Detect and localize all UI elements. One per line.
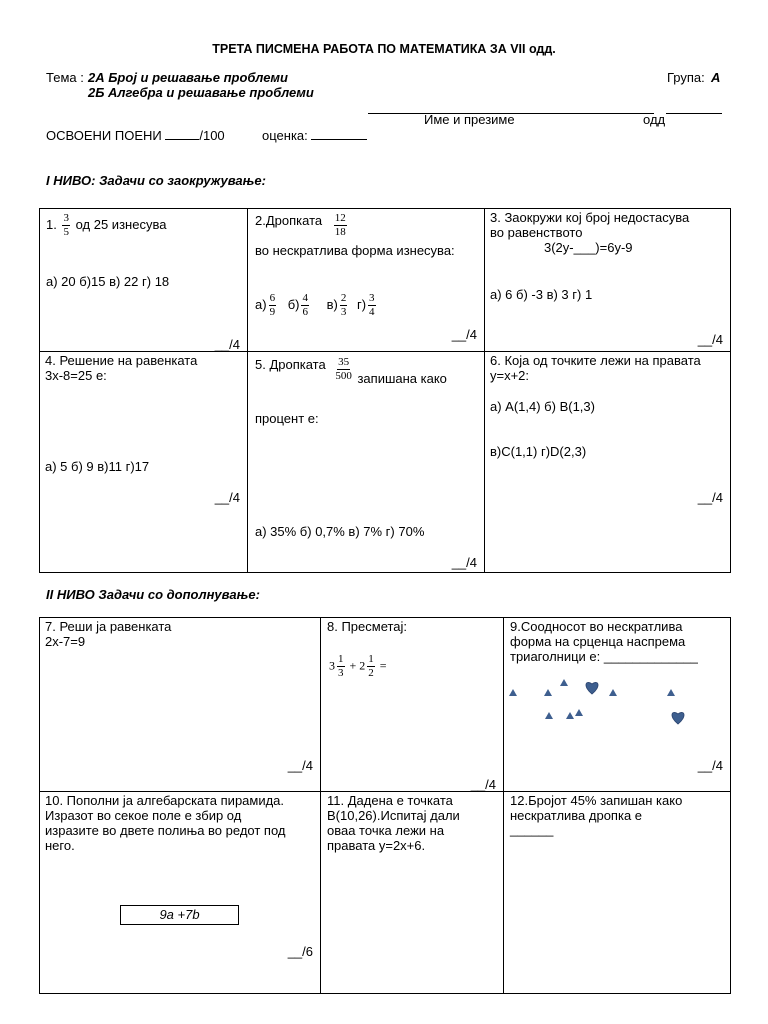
grade-row — [262, 127, 367, 143]
q2-opt-a[interactable]: а) — [255, 296, 267, 312]
q2-opt-b[interactable]: б) — [287, 296, 300, 312]
q2-frac-c: $\frac{2}{3}$ — [340, 292, 347, 318]
q6-score: __/4 — [697, 490, 723, 505]
q3-score: __/4 — [697, 332, 723, 347]
grade-label: оценка: — [262, 128, 308, 143]
q7-cell — [40, 618, 321, 792]
level1-table — [39, 208, 731, 573]
q2-opt-c[interactable]: в) — [326, 296, 338, 312]
group-value: А — [711, 70, 721, 85]
q12-line2: нескратлива дропка е — [510, 808, 643, 823]
points-max: /100 — [199, 128, 225, 143]
q4-line2: 3x-8=25 е: — [45, 368, 107, 383]
q2-frac-d: $\frac{3}{4}$ — [369, 292, 375, 318]
q3-answers[interactable]: а) 6 б) -3 в) 3 г) 1 — [490, 287, 593, 302]
grade-blank[interactable] — [311, 127, 367, 140]
q6-answers1[interactable]: а) A(1,4) б) B(1,3) — [490, 399, 595, 414]
triangle-shape — [575, 709, 583, 716]
q9-line3: триаголници е: _____________ — [510, 649, 698, 664]
q12-line1: 12.Бројот 45% запишан како — [510, 793, 683, 808]
q8-score: __/4 — [470, 777, 496, 792]
q11-line4: правата y=2x+6. — [327, 838, 426, 853]
heart-shape — [586, 682, 598, 694]
q7-line2: 2x-7=9 — [45, 634, 86, 649]
q10-line1: 10. Пополни ја алгебарската пирамида. — [45, 793, 285, 808]
q2-frac-b: $\frac{4}{6}$ — [302, 292, 308, 318]
q10-cell — [40, 792, 321, 994]
q2-score: __/4 — [451, 327, 477, 342]
q12-line3[interactable]: ______ — [510, 822, 554, 837]
triangle-shape — [560, 679, 568, 686]
q4-score: __/4 — [214, 490, 240, 505]
q5-fraction: $\frac{35}{500}$ — [335, 356, 352, 382]
q4-line1: 4. Решение на равенката — [45, 353, 198, 368]
q5-text: запишана како — [357, 371, 447, 386]
triangle-shape — [667, 689, 675, 696]
q9-line2: форма на срценца наспрема — [510, 634, 686, 649]
q2-lead: 2.Дропката — [255, 213, 323, 228]
q11-line3: оваа точка лежи на — [327, 823, 445, 838]
q2-opt-d[interactable]: г) — [356, 296, 367, 312]
class-line[interactable] — [666, 113, 722, 114]
triangle-shape — [609, 689, 617, 696]
q9-shapes — [504, 673, 731, 733]
page-title: ТРЕТА ПИСМЕНА РАБОТА ПО МАТЕМАТИКА ЗА VII одд. — [212, 42, 556, 56]
points-label: ОСВОЕНИ ПОЕНИ — [46, 128, 162, 143]
triangle-shape — [509, 689, 517, 696]
name-label: Име и презиме — [424, 112, 515, 127]
q4-cell — [40, 352, 248, 573]
q4-answers[interactable]: а) 5 б) 9 в)11 г)17 — [45, 459, 150, 474]
topic-2b: 2Б Алгебра и решавање проблеми — [88, 85, 314, 100]
level2-table — [39, 617, 731, 994]
level2-heading: II НИВО Задачи со дополнување: — [46, 587, 260, 602]
q1-cell — [40, 209, 248, 352]
q1-answers[interactable]: а) 20 б)15 в) 22 г) 18 — [46, 274, 170, 289]
q1-number: 1. — [46, 216, 57, 232]
level1-heading: I НИВО: Задачи со заокружување: — [46, 173, 266, 188]
heart-shape — [672, 712, 684, 724]
q5-score: __/4 — [451, 555, 477, 570]
q9-line1: 9.Соодносот во нескратлива — [510, 619, 683, 634]
q12-cell — [504, 792, 731, 994]
q9-cell — [504, 618, 731, 792]
q6-cell — [485, 352, 731, 573]
triangle-shape — [566, 712, 574, 719]
q1-score: __/4 — [214, 337, 240, 352]
pyramid-top-box[interactable]: 9a +7b — [120, 905, 239, 925]
q8-line1: 8. Пресметај: — [327, 619, 408, 634]
q7-score: __/4 — [287, 758, 313, 773]
q2-fraction: $\frac{12}{18}$ — [334, 212, 346, 238]
points-blank[interactable] — [165, 127, 199, 140]
group-label: Група: — [667, 70, 705, 85]
q11-cell — [321, 792, 504, 994]
q5-answers[interactable]: а) 35% б) 0,7% в) 7% г) 70% — [255, 524, 425, 539]
class-label: одд — [643, 112, 666, 127]
q9-score: __/4 — [697, 758, 723, 773]
q3-cell — [485, 209, 731, 352]
q8-expression: 3 $\frac{1}{3}$ + 2 $\frac{1}{2}$ = — [329, 653, 387, 679]
q5-cell — [248, 352, 485, 573]
topic-label: Тема : — [46, 70, 84, 85]
topic-2a: 2А Број и решавање проблеми — [88, 70, 288, 85]
q6-answers2[interactable]: в)C(1,1) г)D(2,3) — [490, 444, 587, 459]
q10-line4: него. — [45, 838, 75, 853]
triangle-shape — [545, 712, 553, 719]
q10-score: __/6 — [287, 944, 313, 959]
q5-line2: процент е: — [255, 411, 319, 426]
q5-lead: 5. Дропката — [255, 357, 326, 372]
q2-answers[interactable] — [255, 293, 378, 318]
q8-cell — [321, 618, 504, 792]
points-row — [46, 127, 225, 143]
q3-line1: 3. Заокружи кој број недостасува — [490, 210, 690, 225]
q2-cell — [248, 209, 485, 352]
q1-text: од 25 изнесува — [75, 216, 167, 232]
triangle-shape — [544, 689, 552, 696]
q10-line3: изразите во двете полиња во редот под — [45, 823, 286, 838]
q11-line1: 11. Дадена е точката — [327, 793, 453, 808]
q10-line2: Изразот во секое поле е збир од — [45, 808, 242, 823]
q7-line1: 7. Реши ја равенката — [45, 619, 172, 634]
q11-line2: B(10,26).Испитај дали — [327, 808, 460, 823]
q2-text: во нескратлива форма изнесува: — [255, 243, 455, 258]
q2-frac-a: $\frac{6}{9}$ — [269, 292, 276, 318]
q3-equation: 3(2y-___)=6y-9 — [544, 240, 633, 255]
q1-fraction: $\frac{3}{5}$ — [63, 212, 69, 238]
q6-line1: 6. Која од точките лежи на правата — [490, 353, 701, 368]
q6-line2: y=x+2: — [490, 368, 530, 383]
q3-line2: во равенството — [490, 225, 583, 240]
